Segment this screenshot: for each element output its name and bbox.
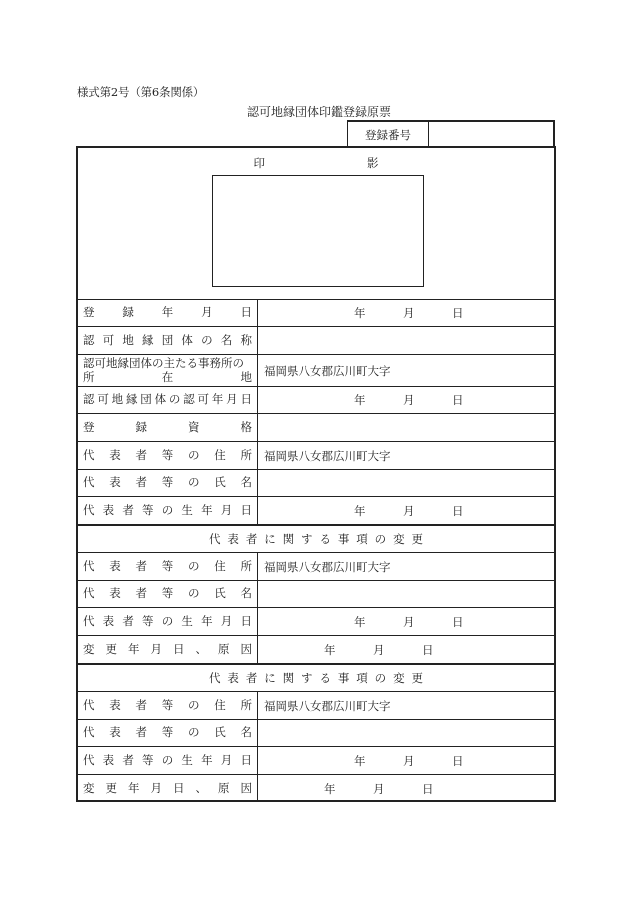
change-section-heading: 代表者に関する事項の変更: [78, 665, 554, 692]
row-representative-address: [78, 442, 554, 470]
change1-row-name: [78, 581, 554, 608]
row-representative-name: [78, 470, 554, 497]
seal-impression-box[interactable]: [212, 175, 424, 287]
seal-header-right: 影: [367, 156, 379, 170]
registration-date-field[interactable]: [258, 299, 554, 326]
change1-birthdate-field[interactable]: [258, 608, 554, 635]
change2-row-address: [78, 692, 554, 720]
row-label-line2: 所在地: [83, 369, 252, 384]
registration-qualification-field[interactable]: [258, 414, 554, 441]
representative-name-field[interactable]: [258, 470, 554, 496]
registration-number-label: 登録番号: [348, 122, 429, 147]
change1-change-date-reason-field[interactable]: [258, 636, 554, 663]
row-label: 登録年月日: [83, 304, 252, 319]
change2-row-change-date-reason: [78, 775, 554, 802]
month-unit: 月: [403, 393, 415, 407]
month-unit: 月: [373, 781, 385, 796]
month-unit: 月: [373, 642, 385, 657]
row-label: 代表者等の住所: [83, 447, 252, 462]
row-label: 代表者等の住所: [83, 697, 252, 712]
row-label: 登録資格: [83, 419, 252, 434]
row-label: 代表者等の生年月日: [83, 502, 252, 517]
seal-impression-header: [78, 155, 554, 171]
day-unit: 日: [422, 781, 434, 796]
row-label: 代表者等の住所: [83, 558, 252, 573]
day-unit: 日: [452, 393, 464, 407]
day-unit: 日: [452, 503, 464, 518]
day-unit: 日: [452, 753, 464, 768]
form-code: 様式第2号（第6条関係）: [77, 85, 205, 99]
approval-date-field[interactable]: [258, 387, 554, 413]
row-registration-qualification: [78, 414, 554, 442]
row-label-line1: 認可地縁団体の主たる事務所の: [83, 356, 244, 371]
change2-row-name: [78, 720, 554, 747]
row-label: 代表者等の生年月日: [83, 752, 252, 767]
registration-number-box: [347, 120, 555, 147]
change2-name-field[interactable]: [258, 720, 554, 746]
year-unit: 年: [354, 503, 366, 518]
change1-row-birthdate: [78, 608, 554, 636]
month-unit: 月: [403, 753, 415, 768]
group-name-field[interactable]: [258, 327, 554, 354]
change2-address-field[interactable]: 福岡県八女郡広川町大字: [264, 698, 391, 713]
row-label: 代表者等の生年月日: [83, 613, 252, 628]
row-representative-birthdate: [78, 497, 554, 526]
registration-number-field[interactable]: [429, 122, 553, 147]
change1-name-field[interactable]: [258, 581, 554, 607]
year-unit: 年: [354, 305, 366, 320]
year-unit: 年: [354, 614, 366, 629]
row-label: 変更年月日、原因: [83, 641, 252, 656]
month-unit: 月: [403, 614, 415, 629]
day-unit: 日: [452, 305, 464, 320]
row-label: 代表者等の氏名: [83, 475, 252, 490]
row-label: 変更年月日、原因: [83, 780, 252, 795]
change1-row-address: [78, 553, 554, 581]
day-unit: 日: [422, 642, 434, 657]
row-label: 代表者等の氏名: [83, 586, 252, 601]
seal-header-left: 印: [253, 156, 265, 170]
change-section-heading: 代表者に関する事項の変更: [78, 526, 554, 553]
month-unit: 月: [403, 305, 415, 320]
registration-form: [76, 146, 556, 802]
change2-birthdate-field[interactable]: [258, 747, 554, 774]
change1-address-field[interactable]: 福岡県八女郡広川町大字: [264, 559, 391, 574]
day-unit: 日: [452, 614, 464, 629]
year-unit: 年: [324, 642, 336, 657]
change1-row-change-date-reason: [78, 636, 554, 665]
row-label: 認可地縁団体の名称: [83, 332, 252, 347]
row-label: 代表者等の氏名: [83, 725, 252, 740]
year-unit: 年: [354, 393, 366, 407]
row-registration-date: [78, 299, 554, 327]
row-office-address: [78, 355, 554, 387]
seal-impression-section: [78, 148, 554, 300]
month-unit: 月: [403, 503, 415, 518]
change2-change-date-reason-field[interactable]: [258, 775, 554, 802]
row-approval-date: [78, 387, 554, 414]
representative-birthdate-field[interactable]: [258, 497, 554, 524]
form-title: 認可地縁団体印鑑登録原票: [246, 105, 391, 119]
row-group-name: [78, 327, 554, 355]
office-address-field[interactable]: 福岡県八女郡広川町大字: [264, 363, 391, 378]
year-unit: 年: [354, 753, 366, 768]
row-label: 認可地縁団体の認可年月日: [83, 392, 252, 407]
change2-row-birthdate: [78, 747, 554, 775]
representative-address-field[interactable]: 福岡県八女郡広川町大字: [264, 448, 391, 463]
year-unit: 年: [324, 781, 336, 796]
